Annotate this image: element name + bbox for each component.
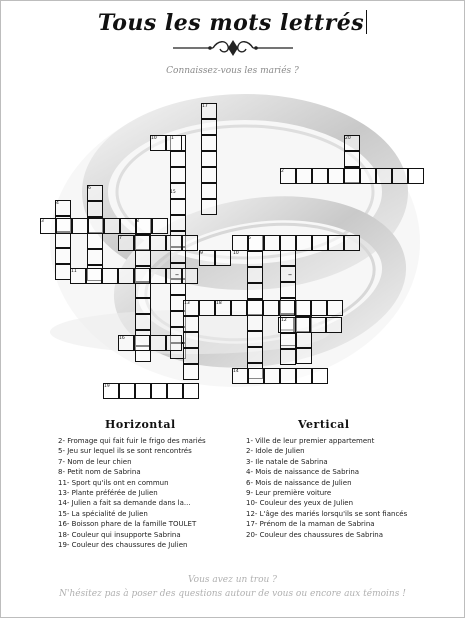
- crossword-cell[interactable]: [87, 201, 103, 217]
- crossword-cell[interactable]: [167, 383, 183, 399]
- crossword-cell[interactable]: [280, 317, 296, 333]
- crossword-cell[interactable]: [326, 317, 342, 333]
- crossword-cell[interactable]: [135, 282, 151, 298]
- vertical-clue: 17- Prénom de la maman de Sabrina: [246, 520, 375, 529]
- crossword-cell[interactable]: [134, 235, 150, 251]
- clue-number: 14: [233, 369, 239, 374]
- crossword-cell[interactable]: [134, 335, 150, 351]
- crossword-cell[interactable]: [360, 168, 376, 184]
- crossword-cell[interactable]: [344, 151, 360, 167]
- crossword-cell[interactable]: [136, 218, 152, 234]
- crossword-cell[interactable]: [183, 364, 199, 380]
- vertical-clue: 20- Couleur des chaussures de Sabrina: [246, 530, 384, 539]
- grid-dash: –: [288, 270, 292, 279]
- clue-number: 12: [281, 318, 287, 323]
- horizontal-clue: 2- Fromage qui fait fuir le frigo des mariés: [58, 437, 206, 445]
- crossword-cell[interactable]: [102, 268, 118, 284]
- crossword-cell[interactable]: [310, 317, 326, 333]
- crossword-cell[interactable]: [201, 135, 217, 151]
- crossword-cell[interactable]: [201, 151, 217, 167]
- crossword-cell[interactable]: [312, 168, 328, 184]
- crossword-cell[interactable]: [327, 300, 343, 316]
- crossword-cell[interactable]: [166, 268, 182, 284]
- crossword-cell[interactable]: [408, 168, 424, 184]
- crossword-cell[interactable]: [151, 383, 167, 399]
- crossword-cell[interactable]: [182, 235, 198, 251]
- crossword-cell[interactable]: [280, 349, 296, 365]
- crossword-cell[interactable]: [294, 317, 310, 333]
- horizontal-clue: 7- Nom de leur chien: [58, 457, 132, 466]
- clue-number: 8: [136, 219, 139, 224]
- horizontal-clue: 13- Plante préférée de Julien: [58, 489, 158, 498]
- crossword-cell[interactable]: [312, 368, 328, 384]
- crossword-cell[interactable]: [170, 215, 186, 231]
- crossword-cell[interactable]: [134, 268, 150, 284]
- crossword-cell[interactable]: [166, 135, 182, 151]
- crossword-cell[interactable]: [280, 235, 296, 251]
- crossword-cell[interactable]: [135, 250, 151, 266]
- crossword-cell[interactable]: [182, 268, 198, 284]
- vertical-clue: 10- Couleur des yeux de Julien: [246, 499, 354, 508]
- vertical-clue: 12- L'âge des mariés lorsqu'ils se sont fiancés: [246, 509, 408, 518]
- vertical-clue: 6- Mois de naissance de Julien: [246, 478, 352, 487]
- vertical-clue: 3- Ile natale de Sabrina: [246, 457, 328, 466]
- crossword-cell[interactable]: [280, 368, 296, 384]
- crossword-cell[interactable]: [183, 348, 199, 364]
- crossword-cell[interactable]: [248, 368, 264, 384]
- crossword-cell[interactable]: [87, 249, 103, 265]
- horizontal-clue: 8- Petit nom de Sabrina: [58, 468, 141, 477]
- flourish-ornament-icon: [168, 36, 298, 60]
- crossword-cell[interactable]: [150, 135, 166, 151]
- clue-number: 4: [56, 201, 59, 206]
- crossword-cell[interactable]: [87, 233, 103, 249]
- horizontal-clue: 5- Jeu sur lequel ils se sont rencontrés: [58, 447, 192, 456]
- crossword-cell[interactable]: [280, 282, 296, 298]
- clue-number: 9: [200, 251, 203, 256]
- crossword-cell[interactable]: [215, 250, 231, 266]
- crossword-cell[interactable]: [120, 218, 136, 234]
- crossword-cell[interactable]: [170, 167, 186, 183]
- crossword-cell[interactable]: [40, 218, 56, 234]
- crossword-cell[interactable]: [328, 235, 344, 251]
- vertical-clue: 9- Leur première voiture: [246, 489, 332, 498]
- crossword-cell[interactable]: [312, 235, 328, 251]
- clue-number: 3: [41, 219, 44, 224]
- crossword-cell[interactable]: [87, 185, 103, 201]
- clue-number: 10: [233, 251, 239, 256]
- clue-number: 2: [281, 169, 284, 174]
- clue-number: 17: [202, 104, 208, 109]
- crossword-cell[interactable]: [201, 103, 217, 119]
- footer-question: Vous avez un trou ?: [187, 575, 278, 585]
- crossword-cell[interactable]: [344, 135, 360, 151]
- crossword-cell[interactable]: [296, 235, 312, 251]
- clue-number: 10: [151, 136, 157, 141]
- crossword-cell[interactable]: [280, 168, 296, 184]
- crossword-cell[interactable]: [247, 315, 263, 331]
- crossword-cell[interactable]: [201, 183, 217, 199]
- page-title: Tous les mots lettrés: [0, 10, 465, 36]
- crossword-cell[interactable]: [135, 383, 151, 399]
- crossword-cell[interactable]: [264, 235, 280, 251]
- crossword-cell[interactable]: [247, 283, 263, 299]
- crossword-cell[interactable]: [86, 268, 102, 284]
- crossword-cell[interactable]: [166, 235, 182, 251]
- clue-number: 5: [248, 236, 251, 241]
- crossword-cell[interactable]: [56, 218, 72, 234]
- crossword-cell[interactable]: [119, 383, 135, 399]
- crossword-cell[interactable]: [150, 268, 166, 284]
- crossword-cell[interactable]: [328, 168, 344, 184]
- crossword-cell[interactable]: [183, 300, 199, 316]
- horizontal-clue: 14- Julien a fait sa demande dans la...: [58, 499, 191, 508]
- crossword-cell[interactable]: [280, 250, 296, 266]
- crossword-cell[interactable]: [118, 335, 134, 351]
- footer-note: N'hésitez pas à poser des questions autour de vous ou encore aux témoins !: [59, 589, 406, 599]
- crossword-cell[interactable]: [247, 300, 263, 316]
- crossword-cell[interactable]: [70, 268, 86, 284]
- crossword-cell[interactable]: [344, 235, 360, 251]
- crossword-cell[interactable]: [376, 168, 392, 184]
- crossword-cell[interactable]: [247, 331, 263, 347]
- crossword-cell[interactable]: [183, 332, 199, 348]
- horizontal-clues: [58, 436, 206, 550]
- clue-number: 16: [119, 336, 125, 341]
- crossword-cell[interactable]: [199, 250, 215, 266]
- crossword-cell[interactable]: [199, 300, 215, 316]
- crossword-cell[interactable]: [247, 267, 263, 283]
- crossword-cell[interactable]: [279, 300, 295, 316]
- crossword-cell[interactable]: [392, 168, 408, 184]
- crossword-cell[interactable]: [264, 368, 280, 384]
- crossword-cell[interactable]: [231, 300, 247, 316]
- crossword-cell[interactable]: [183, 383, 199, 399]
- clue-number: 13: [184, 301, 190, 306]
- vertical-clue: 1- Ville de leur premier appartement: [246, 437, 375, 445]
- crossword-cell[interactable]: [296, 168, 312, 184]
- clue-number: 6: [88, 186, 91, 191]
- crossword-cell[interactable]: [201, 167, 217, 183]
- crossword-cell[interactable]: [170, 199, 186, 215]
- clue-number: 11: [71, 269, 77, 274]
- crossword-cell[interactable]: [232, 368, 248, 384]
- crossword-cell[interactable]: [55, 264, 71, 280]
- crossword-cell[interactable]: [170, 183, 186, 199]
- crossword-cell[interactable]: [344, 168, 360, 184]
- crossword-cell[interactable]: [170, 151, 186, 167]
- clue-number: 1: [171, 136, 174, 141]
- crossword-cell[interactable]: [118, 268, 134, 284]
- vertical-heading: Vertical: [298, 418, 350, 431]
- vertical-clue: 4- Mois de naissance de Sabrina: [246, 468, 360, 477]
- crossword-cell[interactable]: [215, 300, 231, 316]
- crossword-cell[interactable]: [280, 333, 296, 349]
- crossword-cell[interactable]: [232, 235, 248, 251]
- crossword-cell[interactable]: [104, 218, 120, 234]
- crossword-cell[interactable]: [135, 314, 151, 330]
- horizontal-heading: Horizontal: [105, 418, 176, 431]
- crossword-cell[interactable]: [166, 335, 182, 351]
- crossword-cell[interactable]: [72, 218, 88, 234]
- crossword-cell[interactable]: [150, 335, 166, 351]
- vertical-clue: 2- Idole de Julien: [246, 447, 305, 456]
- crossword-cell[interactable]: [183, 316, 199, 332]
- crossword-cell[interactable]: [55, 200, 71, 216]
- clue-number: 19: [104, 384, 110, 389]
- crossword-cell[interactable]: [247, 251, 263, 267]
- horizontal-clue: 11- Sport qu'ils ont en commun: [58, 478, 169, 487]
- clue-number: 20: [345, 136, 351, 141]
- vertical-clues: [246, 436, 407, 540]
- crossword-cell[interactable]: [296, 348, 312, 364]
- crossword-cell[interactable]: [247, 347, 263, 363]
- crossword-cell[interactable]: [296, 332, 312, 348]
- clue-number: 7: [119, 236, 122, 241]
- crossword-cell[interactable]: [296, 368, 312, 384]
- crossword-cell[interactable]: [311, 300, 327, 316]
- crossword-cell[interactable]: [248, 235, 264, 251]
- crossword-cell[interactable]: [150, 235, 166, 251]
- crossword-cell[interactable]: [55, 248, 71, 264]
- crossword-cell[interactable]: [201, 199, 217, 215]
- text-cursor: [366, 10, 367, 34]
- clue-number: 18: [216, 301, 222, 306]
- crossword-cell[interactable]: [118, 235, 134, 251]
- crossword-cell[interactable]: [55, 232, 71, 248]
- horizontal-clue: 15- La spécialité de Julien: [58, 509, 148, 518]
- horizontal-clue: 19- Couleur des chaussures de Julien: [58, 541, 188, 550]
- crossword-cell[interactable]: [280, 266, 296, 282]
- clue-number: 15: [170, 190, 176, 195]
- crossword-cell[interactable]: [135, 298, 151, 314]
- crossword-cell[interactable]: [201, 119, 217, 135]
- page-subtitle: Connaissez-vous les mariés ?: [166, 66, 299, 76]
- horizontal-clue: 16- Boisson phare de la famille TOULET: [58, 520, 197, 529]
- crossword-cell[interactable]: [152, 218, 168, 234]
- grid-dash: –: [175, 270, 179, 279]
- crossword-cell[interactable]: [103, 383, 119, 399]
- crossword-cell[interactable]: [263, 300, 279, 316]
- crossword-cell[interactable]: [88, 218, 104, 234]
- horizontal-clue: 18- Couleur qui insupporte Sabrina: [58, 530, 181, 539]
- crossword-cell[interactable]: [295, 300, 311, 316]
